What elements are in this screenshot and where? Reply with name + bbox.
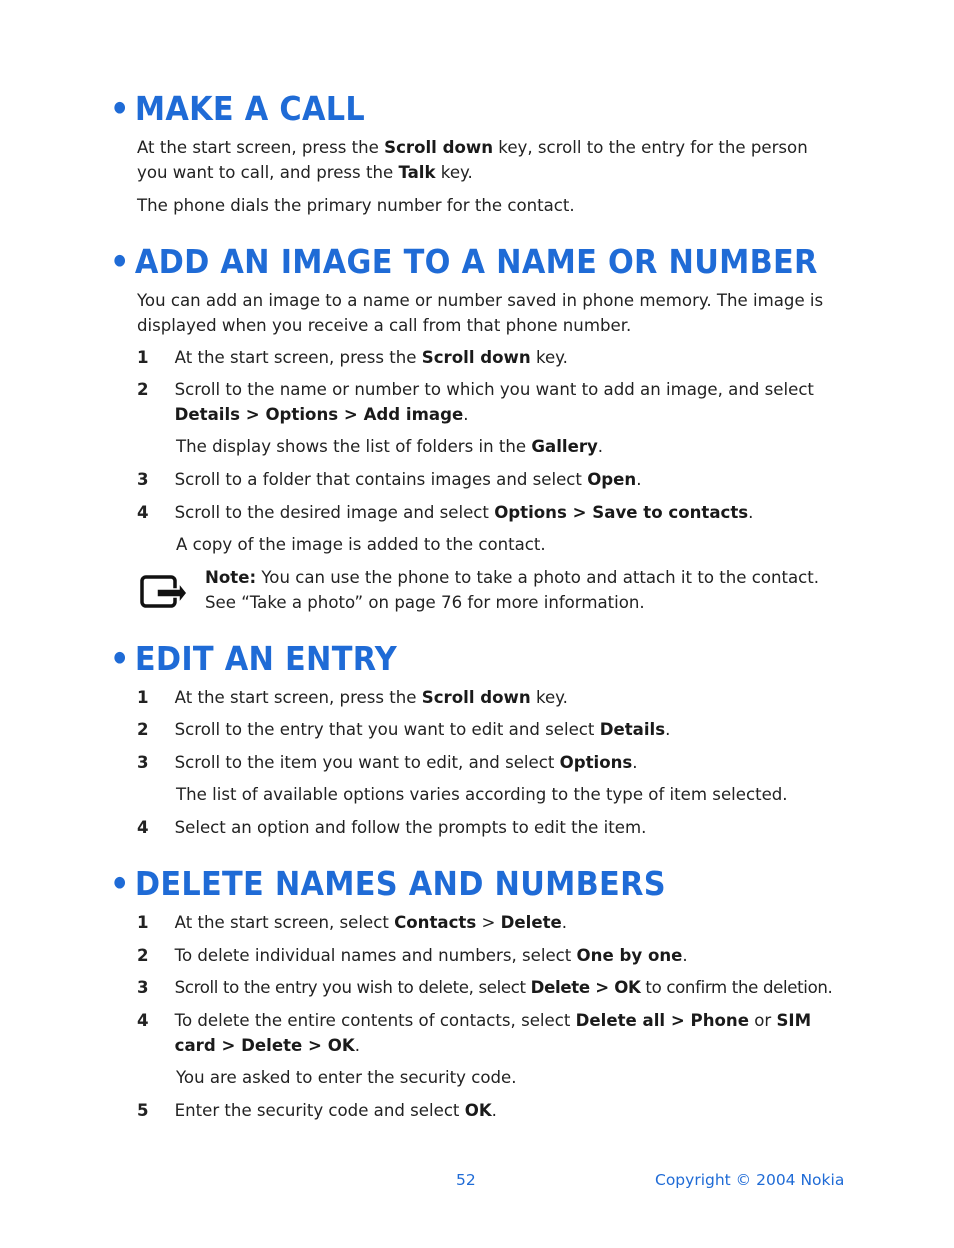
make-call-result: The phone dials the primary number for the contact.: [137, 196, 575, 216]
delete-step-4: 4 To delete the entire contents of contacts, select Delete all > Phone or SIM card > Delete > OK.: [137, 1011, 812, 1056]
add-image-step-2-result: The display shows the list of folders in the Gallery.: [176, 437, 604, 457]
note-icon: [139, 574, 189, 610]
delete-step-4-result: You are asked to enter the security code.: [176, 1068, 517, 1088]
heading-edit-entry: • EDIT AN ENTRY: [110, 639, 397, 678]
add-image-step-4: 4 Scroll to the desired image and select Options > Save to contacts.: [137, 503, 754, 523]
delete-step-5: 5 Enter the security code and select OK.: [137, 1101, 497, 1121]
delete-step-1: 1 At the start screen, select Contacts > Delete.: [137, 913, 568, 933]
delete-step-2: 2 To delete individual names and numbers, select One by one.: [137, 946, 688, 966]
edit-step-3: 3 Scroll to the item you want to edit, and select Options.: [137, 753, 638, 773]
add-image-step-3: 3 Scroll to a folder that contains images and select Open.: [137, 470, 642, 490]
edit-step-2: 2 Scroll to the entry that you want to edit and select Details.: [137, 720, 671, 740]
add-image-step-1: 1 At the start screen, press the Scroll down key.: [137, 348, 568, 368]
make-call-paragraph: At the start screen, press the Scroll down key, scroll to the entry for the person you want to call, and press the Talk key.: [137, 138, 808, 183]
page-number: 52: [456, 1171, 476, 1189]
edit-step-1: 1 At the start screen, press the Scroll down key.: [137, 688, 568, 708]
heading-make-a-call: • MAKE A CALL: [110, 89, 365, 128]
heading-add-image: • ADD AN IMAGE TO A NAME OR NUMBER: [110, 242, 818, 281]
edit-step-3-result: The list of available options varies according to the type of item selected.: [176, 785, 788, 805]
heading-delete-names: • DELETE NAMES AND NUMBERS: [110, 864, 666, 903]
add-image-intro: You can add an image to a name or number saved in phone memory. The image is displayed when you receive a call from that phone number.: [137, 291, 824, 336]
copyright-notice: Copyright © 2004 Nokia: [655, 1171, 845, 1189]
add-image-step-4-result: A copy of the image is added to the contact.: [176, 535, 546, 555]
edit-step-4: 4 Select an option and follow the prompts to edit the item.: [137, 818, 647, 838]
add-image-step-2: 2 Scroll to the name or number to which you want to add an image, and select Details > Options > Add image.: [137, 380, 814, 425]
note-text: Note: You can use the phone to take a photo and attach it to the contact. See “Take a photo” on page 76 for more information.: [205, 568, 820, 613]
delete-step-3: 3 Scroll to the entry you wish to delete, select Delete > OK to confirm the deletion.: [137, 978, 833, 998]
